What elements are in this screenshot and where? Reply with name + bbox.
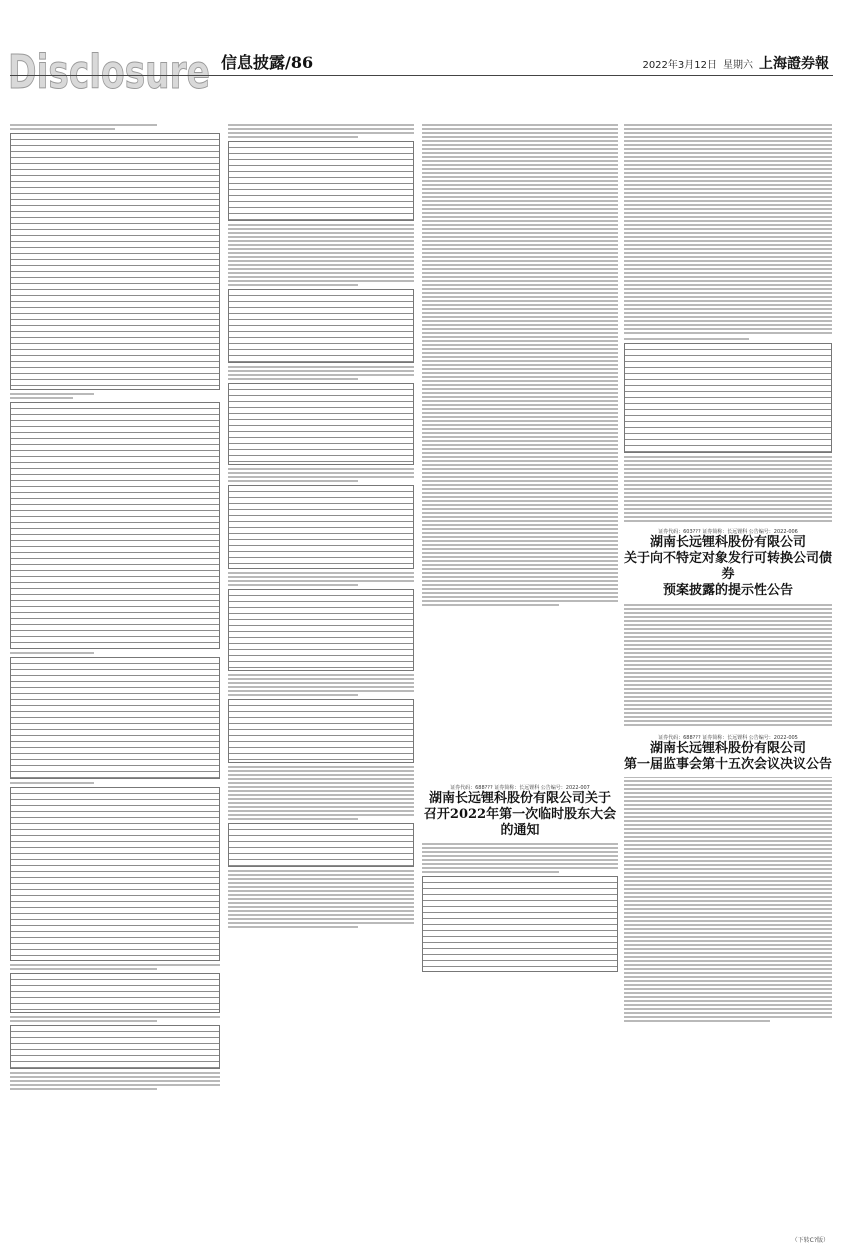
small-table-2: [10, 1025, 220, 1069]
column2-table-1: [228, 141, 414, 221]
income-table: [10, 657, 220, 779]
balance-table: [10, 133, 220, 390]
announcement-2-meta: 证券代码：688??? 证券简称：长远锂科 公告编号：2022-007: [450, 785, 590, 791]
announcement-2: [422, 778, 618, 975]
page-header: [0, 0, 843, 112]
column-text-2: [422, 122, 618, 1228]
column2-table-6: [228, 699, 414, 763]
announcement-1-title-line-2: 预案披露的提示性公告: [662, 583, 793, 598]
header-rule: [10, 75, 833, 76]
publish-date: 2022年3月12日: [642, 59, 717, 71]
newspaper-name: 上海證券報: [759, 56, 829, 72]
section-title: 信息披露/86: [221, 53, 314, 72]
column2-table-3: [228, 383, 414, 465]
announcement-3: [624, 728, 832, 777]
weekday: 星期六: [723, 59, 753, 71]
column2-table-7: [228, 823, 414, 867]
footer-note: （下转C?版）: [791, 1237, 829, 1244]
announcement-1-meta: 证券代码：603??? 证券简称：长远锂科 公告编号：2022-006: [658, 529, 798, 535]
logo-text: Disclosure: [8, 45, 211, 96]
announcement-2-table: [422, 876, 618, 972]
resolution-table: [624, 343, 832, 453]
announcement-3-meta: 证券代码：688??? 证券简称：长远锂科 公告编号：2022-005: [658, 735, 798, 741]
column-text-3: [624, 122, 832, 1228]
announcement-2-company: 湖南长远锂科股份有限公司关于: [428, 791, 611, 806]
announcement-3-company: 湖南长远锂科股份有限公司: [649, 741, 806, 756]
announcement-1: [624, 522, 832, 603]
column-text-1: [228, 122, 414, 1228]
column-financial-tables: [10, 122, 220, 1228]
resolution-table-wrap: [624, 336, 832, 456]
header-right: [642, 53, 829, 73]
cashflow-table: [10, 787, 220, 961]
column2-table-4: [228, 485, 414, 569]
announcement-2-title: 召开2022年第一次临时股东大会的通知: [423, 807, 617, 838]
column2-table-5: [228, 589, 414, 671]
asset-table: [10, 402, 220, 649]
announcement-1-company: 湖南长远锂科股份有限公司: [649, 535, 806, 550]
disclosure-logo: [6, 44, 214, 96]
announcement-1-title-line-1: 关于向不特定对象发行可转换公司债券: [624, 551, 833, 582]
announcement-3-title: 第一届监事会第十五次会议决议公告: [624, 757, 833, 772]
column2-table-2: [228, 289, 414, 363]
small-table-1: [10, 973, 220, 1013]
